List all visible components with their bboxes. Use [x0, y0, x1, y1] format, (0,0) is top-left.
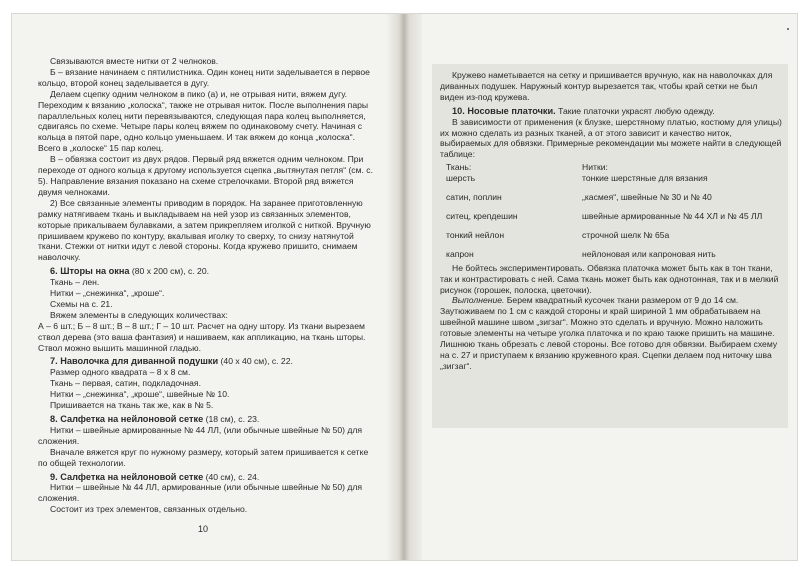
item7-title: 7. Наволочка для диванной подушки [50, 356, 219, 367]
table-cell-fabric: шерсть [446, 173, 476, 184]
book-gutter [386, 14, 422, 560]
table-cell-fabric: капрон [446, 248, 474, 259]
table-row [440, 203, 782, 222]
right-intro: Кружево наметывается на сетку и пришивается вручную, как на наволочках для диванных подушек. Наружный контур вырезается так, чтобы край сетки не был виден из-под кружева. [440, 70, 773, 102]
left-line-3: Делаем сцепку одним челноком в пико (а) и, не отрывая нити, вяжем дугу. Переходим к вязанию „колоска“, также не отрывая ниток. После выполнения пары параллельных колец нити перевязываются, следующая пара колец выполняется, сдвигаясь по схеме. Четыре пары колец вяжем по одинаковому счету. Начиная с кольца в пятой паре, одно кольцо уменьшаем. И так вяжем до конца „колоска“. Всего в „колоске“ 15 пар колец. [38, 88, 369, 154]
item9-size: (40 см), с. 24. [203, 471, 260, 482]
item9-line: Нитки – швейные № 44 ЛЛ, армированные (или обычные швейные № 50) для сложения. [38, 482, 363, 504]
advice-paragraph: Не бойтесь экспериментировать. Обвязка платочка может быть как в тон ткани, так и контрастировать с ней. Сама ткань может быть как однотонная, так и в мелкий рисунок (горошек, полоска, цветочки). [440, 262, 779, 295]
item10-heading [440, 106, 782, 117]
item6-line: Схемы на с. 21. [50, 298, 113, 309]
left-line-4: В – обвязка состоит из двух рядов. Первый ряд вяжется одним челноком. При переходе от одного кольца к другому используется сцепка „вытянутая петля“ (см. с. 5). Направление вязания показано на схеме стрелочками. Второй ряд вяжется двумя челноками. [38, 154, 373, 197]
table-cell-fabric: тонкий нейлон [446, 229, 505, 240]
materials-table [440, 162, 782, 259]
item8-size: (18 см), с. 23. [203, 414, 260, 424]
table-cell-threads: нейлоновая или капроновая нить [582, 248, 716, 259]
scan-speck [787, 28, 789, 30]
item7-line: Размер одного квадрата – 8 х 8 см. [50, 367, 191, 378]
item6-line: А – 6 шт.; Б – 8 шт.; В – 8 шт.; Г – 10 шт. Расчет на одну штору. Из ткани вырезаем ствол дерева (это ваша фантазия) и нашиваем, как аппликацию, на ткань шторы. Ствол можно вышить машинной гладью. [38, 320, 366, 353]
item7-line: Ткань – первая, сатин, подкладочная. [50, 378, 201, 389]
item10-subtitle: Такие платочки украсят любую одежду. [555, 105, 715, 116]
left-line-1: Связываются вместе нитки от 2 челноков. [50, 56, 219, 66]
item7-size: (40 х 40 см), с. 22. [218, 356, 293, 367]
table-cell-threads: строчной шелк № 65а [582, 229, 670, 240]
item6-line: Нитки – „снежинка“, „кроше“. [50, 288, 165, 299]
left-line-2: Б – вязание начинаем с пятилистника. Один конец нити заделывается в первое кольцо, второй конец заделывается в дугу. [38, 66, 370, 88]
item6-size: (80 х 200 см), с. 20. [129, 266, 209, 277]
table-cell-threads: „касмея“, швейные № 30 и № 40 [582, 192, 712, 203]
item9-title: 9. Салфетка на нейлоновой сетке [50, 471, 204, 482]
table-header-row [440, 162, 782, 173]
item6-line: Вяжем элементы в следующих количествах: [50, 309, 228, 320]
item8-line: Нитки – швейные армированные № 44 ЛЛ, (или обычные швейные № 50) для сложения. [38, 424, 363, 446]
left-page [38, 56, 374, 515]
item8-heading [38, 414, 374, 425]
item8-line: Вначале вяжется круг по нужному размеру, который затем пришивается к сетке по общей технологии. [38, 446, 369, 468]
right-page-shaded-block [432, 64, 788, 428]
book-spread [12, 14, 797, 560]
table-cell-threads: швейные армированные № 44 ХЛ и № 45 ЛЛ [582, 210, 763, 221]
item7-heading [38, 356, 374, 367]
method-text: Берем квадратный кусочек ткани размером от 9 до 14 см. Заутюживаем по 1 см с каждой стороны и край шириной 1 мм обрабатываем на швейной машине швом „зигзаг“. Можно это сделать и вручную. Можно наложить готовые элементы на четыре уголка платочка и по краю также пришить на машине. Лишнюю ткань обрезать с левой стороны. Все готово для обвязки. Выбираем схему на с. 27 и приступаем к вязанию кружевного края. Сцепки делаем под ниточку шва „зигзаг“. [440, 295, 778, 371]
table-row [440, 173, 782, 184]
item7-line: Нитки – „снежинка“, „кроше“, швейные № 10. [50, 389, 230, 400]
table-header-threads: Нитки: [582, 162, 608, 173]
table-row [440, 222, 782, 241]
item6-heading [38, 266, 374, 277]
item9-line: Состоит из трех элементов, связанных отдельно. [50, 504, 248, 515]
item8-title: 8. Салфетка на нейлоновой сетке [50, 414, 204, 424]
item6-line: Ткань – лен. [50, 277, 100, 288]
method-label: Выполнение. [452, 295, 505, 306]
item10-title: 10. Носовые платочки. [452, 105, 556, 116]
left-line-5: 2) Все связанные элементы приводим в порядок. На заранее приготовленную рамку натягиваем ткань и выкладываем на ней узор из связанных элементов, которые прикалываем булавками, а затем прикрепляем иголкой с ниткой. Вручную пришиваем кружево по контуру, вкалывая иголку то сверху, то снизу натянутой ткани. Стежки от нитки идут с левой стороны. Когда кружево пришито, снимаем наволочку. [38, 197, 371, 263]
item10-paragraph: В зависимости от применения (к блузке, шерстяному платью, костюму для улицы) их можно сделать из разных тканей, а от этого зависит и качество ниток, выбираемых для обвязки. Примерные рекомендации мы можете найти в следующей таблице: [440, 116, 782, 160]
table-header-fabric: Ткань: [446, 162, 472, 173]
item7-line: Пришивается на ткань так же, как в № 5. [50, 400, 214, 411]
table-row [440, 241, 782, 260]
method-paragraph [440, 295, 782, 371]
item6-title: 6. Шторы на окна [50, 266, 130, 277]
page-number: 10 [198, 524, 209, 534]
table-cell-threads: тонкие шерстяные для вязания [582, 173, 708, 184]
right-page [440, 70, 782, 372]
table-cell-fabric: ситец, крепдешин [446, 210, 518, 221]
table-row [440, 184, 782, 203]
item9-heading [38, 472, 374, 483]
table-cell-fabric: сатин, поплин [446, 192, 502, 203]
